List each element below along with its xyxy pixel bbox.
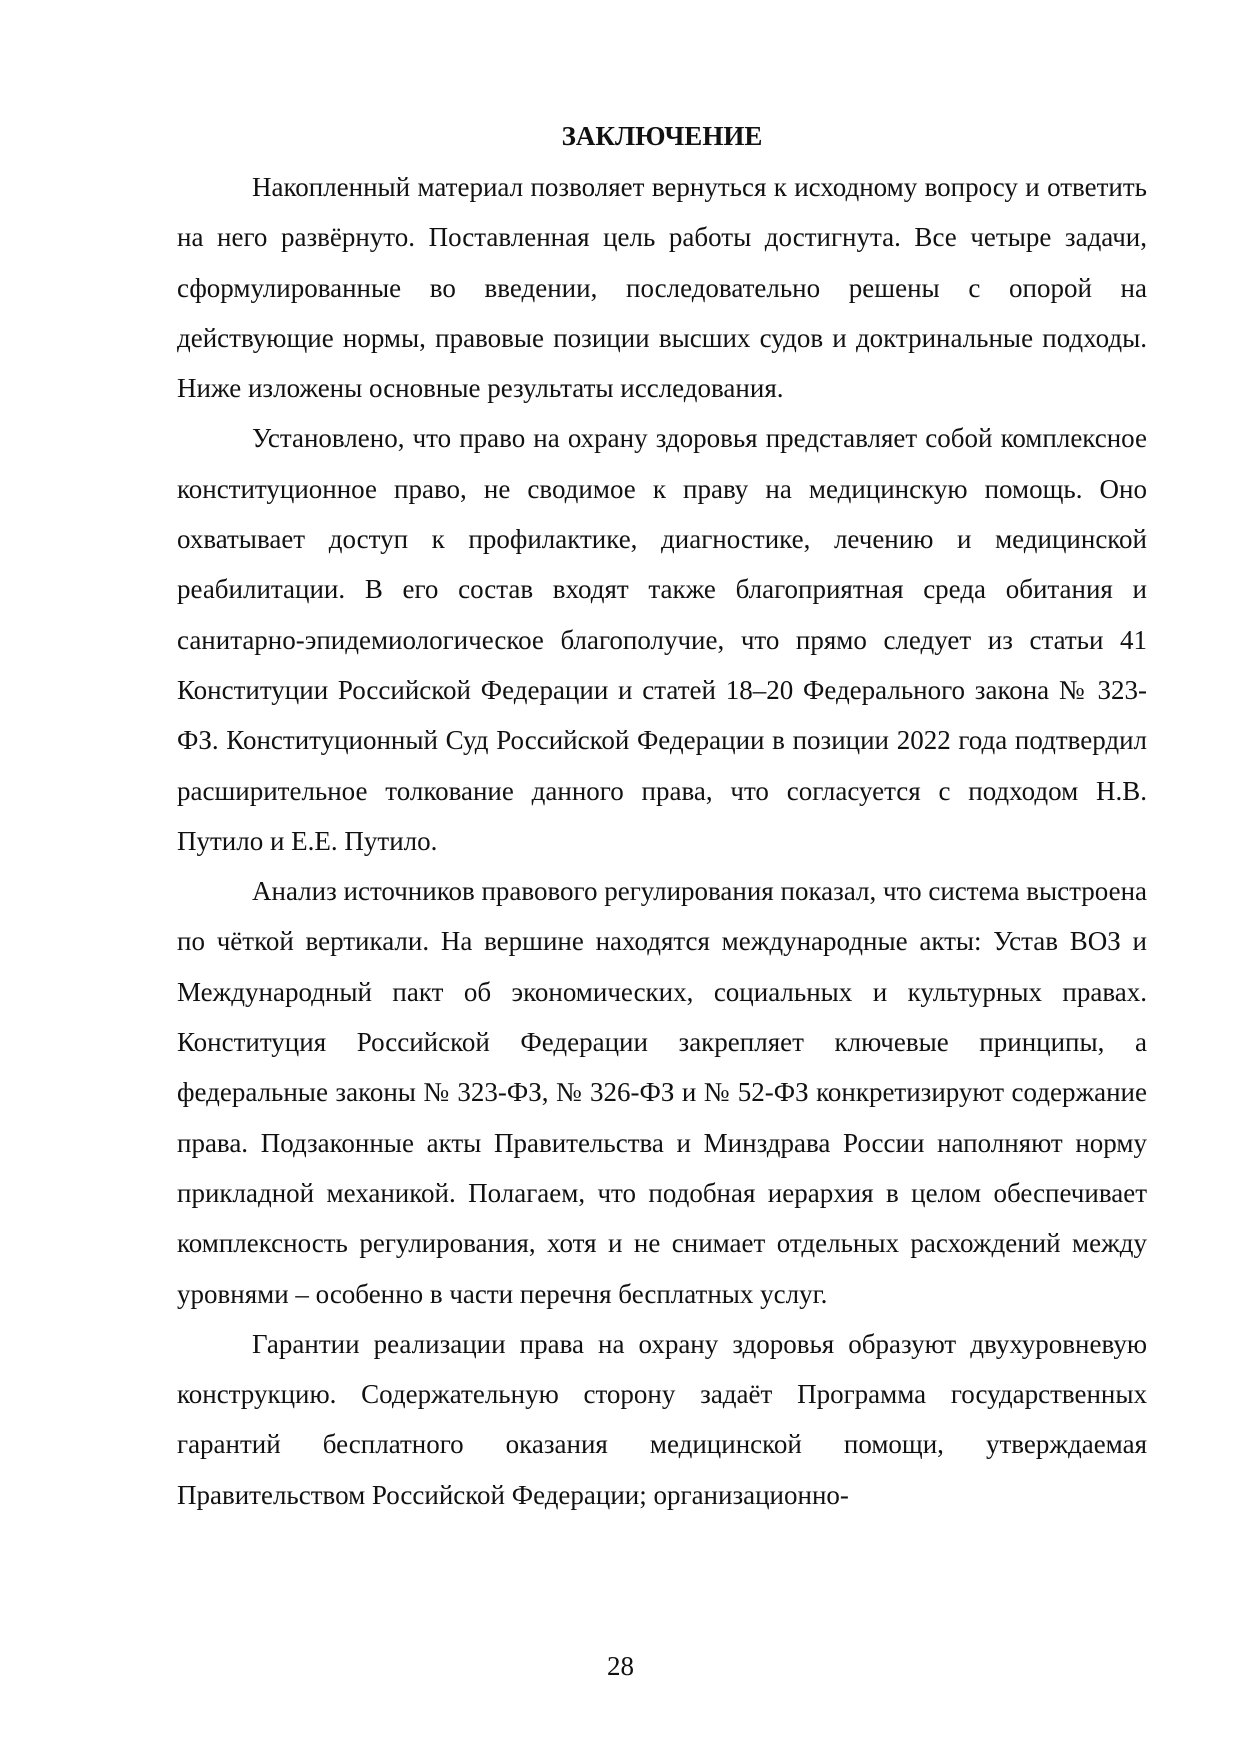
paragraph-4: Гарантии реализации права на охрану здоровья образуют двухуровневую конструкцию. Содержательную сторону задаёт Программа государственных гарантий бесплатного оказания медицинской помощи, утверждаемая Правительством Российской Федерации; организационно- bbox=[177, 1328, 1147, 1510]
body-text bbox=[177, 162, 1147, 1520]
page-title: ЗАКЛЮЧЕНИЕ bbox=[561, 121, 763, 151]
page-number: 28 bbox=[607, 1651, 634, 1681]
paragraph-3: Анализ источников правового регулирования показал, что система выстроена по чёткой вертикали. На вершине находятся международные акты: Устав ВОЗ и Международный пакт об экономических, социальных и культурных правах. Конституция Российской Федерации закрепляет ключевые принципы, а федеральные законы № 323-ФЗ, № 326-ФЗ и № 52-ФЗ конкретизируют содержание права. Подзаконные акты Правительства и Минздрава России наполняют норму прикладной механикой. Полагаем, что подобная иерархия в целом обеспечивает комплексность регулирования, хотя и не снимает отдельных расхождений между уровнями – особенно в части перечня бесплатных услуг. bbox=[177, 876, 1147, 1309]
paragraph-1: Накопленный материал позволяет вернуться к исходному вопросу и ответить на него развёрнуто. Поставленная цель работы достигнута. Все четыре задачи, сформулированные во введении, последовательно решены с опорой на действующие нормы, правовые позиции высших судов и доктринальные подходы. Ниже изложены основные результаты исследования. bbox=[177, 172, 1147, 404]
paragraph-2: Установлено, что право на охрану здоровья представляет собой комплексное конституционное право, не сводимое к праву на медицинскую помощь. Оно охватывает доступ к профилактике, диагностике, лечению и медицинской реабилитации. В его состав входят также благоприятная среда обитания и санитарно-эпидемиологическое благополучие, что прямо следует из статьи 41 Конституции Российской Федерации и статей 18–20 Федерального закона № 323-ФЗ. Конституционный Суд Российской Федерации в позиции 2022 года подтвердил расширительное толкование данного права, что согласуется с подходом Н.В. Путило и Е.Е. Путило. bbox=[177, 423, 1147, 856]
